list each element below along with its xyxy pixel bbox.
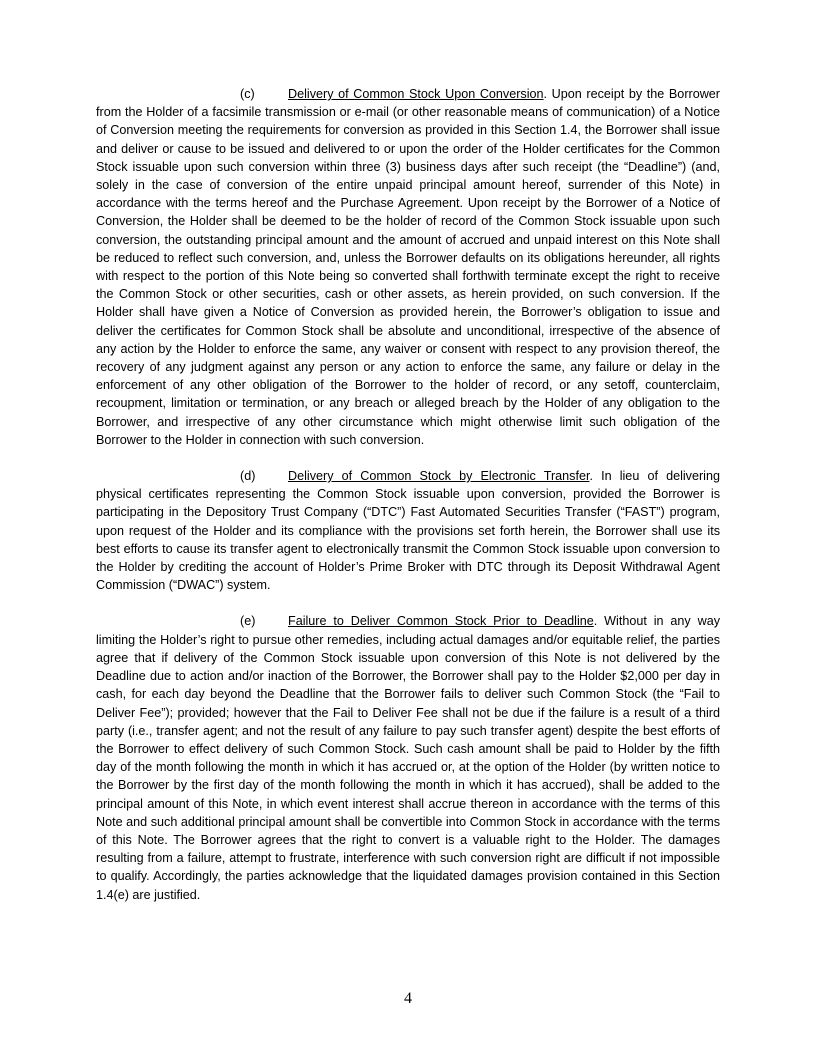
paragraph-marker: (c) bbox=[240, 87, 255, 101]
paragraph-e bbox=[96, 612, 720, 903]
paragraph-text: . Upon receipt by the Borrower from the Holder of a facsimile transmission or e-mail (or other reasonable means of communication) of a Notice of Conversion meeting the requirements for conversion as provided in this Section 1.4, the Borrower shall issue and deliver or cause to be issued and delivered to or upon the order of the Holder certificates for the Common Stock issuable upon such conversion within three (3) business days after such receipt (the “Deadline”) (and, solely in the case of conversion of the entire unpaid principal amount hereof, surrender of this Note) in accordance with the terms hereof and the Purchase Agreement. Upon receipt by the Borrower of a Notice of Conversion, the Holder shall be deemed to be the holder of record of the Common Stock issuable upon such conversion, the outstanding principal amount and the amount of accrued and unpaid interest on this Note shall be reduced to reflect such conversion, and, unless the Borrower defaults on its obligations hereunder, all rights with respect to the portion of this Note being so converted shall forthwith terminate except the right to receive the Common Stock or other securities, cash or other assets, as herein provided, on such conversion. If the Holder shall have given a Notice of Conversion as provided herein, the Borrower’s obligation to issue and deliver the certificates for Common Stock shall be absolute and unconditional, irrespective of the absence of any action by the Holder to enforce the same, any waiver or consent with respect to any provision thereof, the recovery of any judgment against any person or any action to enforce the same, any failure or delay in the enforcement of any other obligation of the Borrower to the holder of record, or any setoff, counterclaim, recoupment, limitation or termination, or any breach or alleged breach by the Holder of any obligation to the Borrower, and irrespective of any other circumstance which might otherwise limit such obligation of the Borrower to the Holder in connection with such conversion. bbox=[96, 87, 720, 447]
paragraph-marker: (d) bbox=[240, 469, 256, 484]
paragraph-text: . In lieu of delivering physical certificates representing the Common Stock issuable upon conversion, provided the Borrower is participating in the Depository Trust Company (“DTC”) Fast Automated Securities Transfer (“FAST”) program, upon request of the Holder and its compliance with the provisions set forth herein, the Borrower shall use its best efforts to cause its transfer agent to electronically transmit the Common Stock issuable upon conversion to the Holder by crediting the account of Holder’s Prime Broker with DTC through its Deposit Withdrawal Agent Commission (“DWAC”) system. bbox=[96, 469, 720, 593]
paragraph-text: . Without in any way limiting the Holder’s right to pursue other remedies, including actual damages and/or equitable relief, the parties agree that if delivery of the Common Stock issuable upon conversion of this Note is not delivered by the Deadline due to action and/or inaction of the Borrower, the Borrower shall pay to the Holder $2,000 per day in cash, for each day beyond the Deadline that the Borrower fails to deliver such Common Stock (the “Fail to Deliver Fee”); provided; however that the Fail to Deliver Fee shall not be due if the failure is a result of a third party (i.e., transfer agent; and not the result of any failure to pay such transfer agent) despite the best efforts of the Borrower to effect delivery of such Common Stock. Such cash amount shall be paid to Holder by the fifth day of the month following the month in which it has accrued or, at the option of the Holder (by written notice to the Borrower by the first day of the month following the month in which it has accrued), shall be added to the principal amount of this Note, in which event interest shall accrue thereon in accordance with the terms of this Note and such additional principal amount shall be convertible into Common Stock in accordance with the terms of this Note. The Borrower agrees that the right to convert is a valuable right to the Holder. The damages resulting from a failure, attempt to frustrate, interference with such conversion right are difficult if not impossible to qualify. Accordingly, the parties acknowledge that the liquidated damages provision contained in this Section 1.4(e) are justified. bbox=[96, 614, 720, 902]
page-number: 4 bbox=[404, 990, 412, 1007]
paragraph-c bbox=[96, 85, 720, 449]
paragraph-heading: Delivery of Common Stock Upon Conversion bbox=[288, 87, 544, 101]
paragraph-marker: (e) bbox=[240, 614, 256, 629]
paragraph-heading: Failure to Deliver Common Stock Prior to Deadline bbox=[288, 614, 594, 629]
paragraph-d bbox=[96, 467, 720, 594]
paragraph-heading: Delivery of Common Stock by Electronic Transfer bbox=[288, 469, 590, 484]
document-body bbox=[96, 85, 720, 904]
